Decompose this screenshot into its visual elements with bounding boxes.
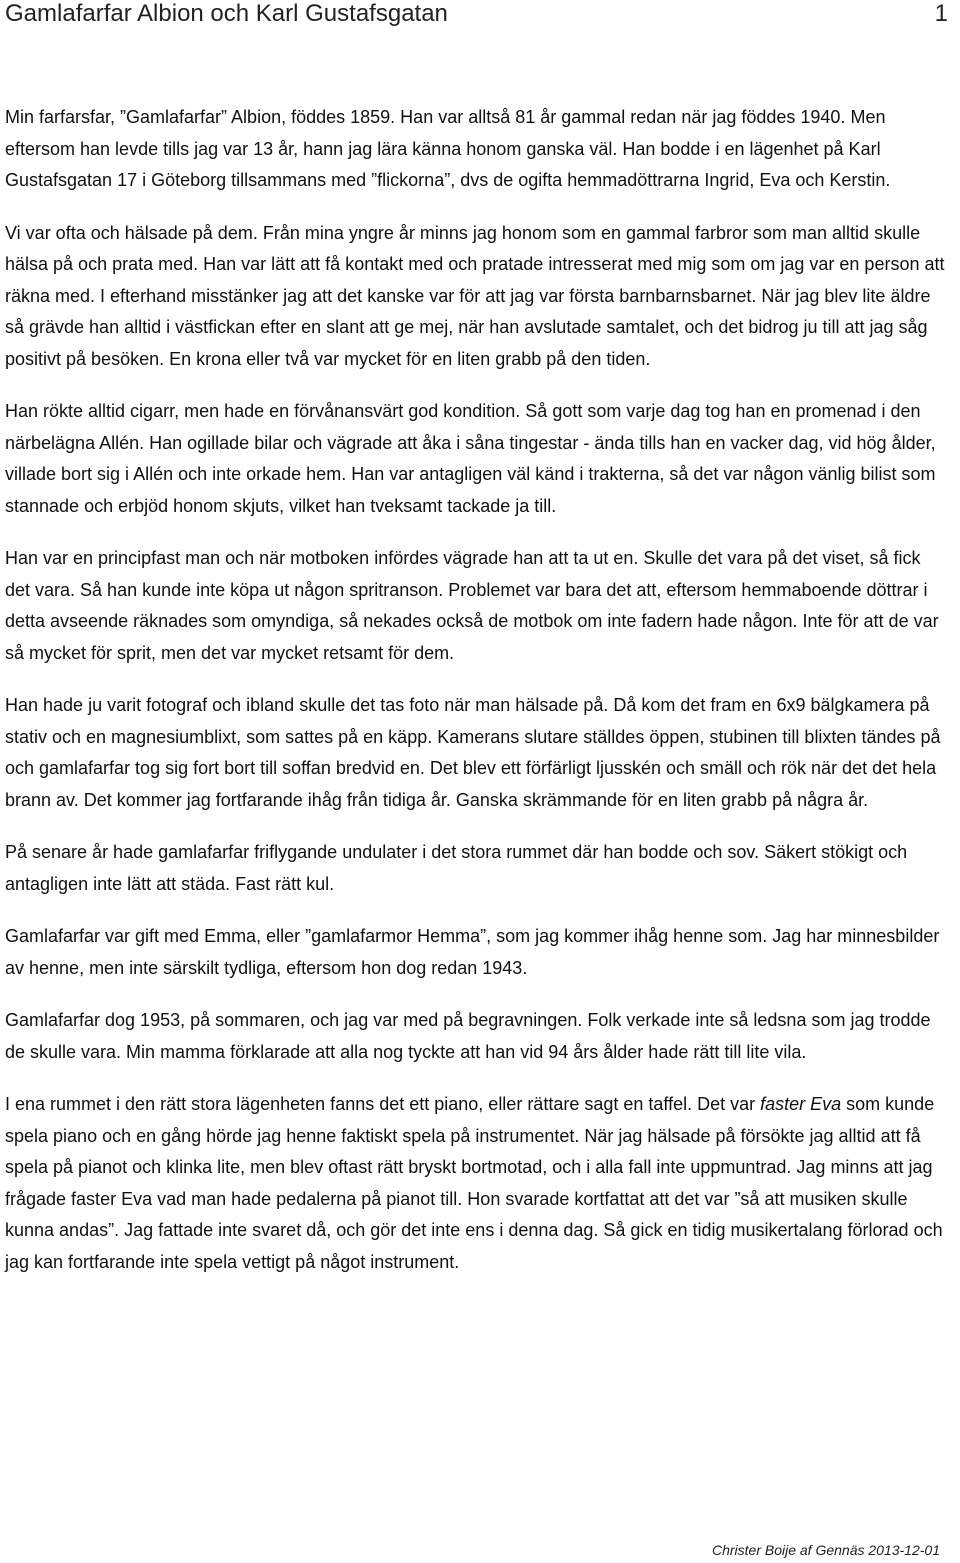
footer-author-date: Christer Boije af Gennäs 2013-12-01 [711,1542,940,1558]
paragraph-8: Gamlafarfar dog 1953, på sommaren, och jag var med på begravningen. Folk verkade inte så ledsna som jag trodde de skulle vara. Min mamma förklarade att alla nog tyckte att han vid 94 års ålder hade rätt till lite vila. [5,1010,931,1062]
paragraph-9-text-start: I ena rummet i den rätt stora lägenheten fanns det ett piano, eller rättare sagt en taffel. Det var [5,1094,761,1114]
paragraph-9-text-end: som kunde spela piano och en gång hörde jag henne faktiskt spela på instrumentet. När jag hälsade på försökte jag alltid att få spela på pianot och klinka lite, men blev oftast rätt bryskt bortmotad, och i alla fall inte uppmuntrad. Jag minns att jag frågade faster Eva vad man hade pedalerna på pianot till. Hon svarade kortfattat att det var ”så att musiken skulle kunna andas”. Jag fattade inte svaret då, och gör det inte ens i denna dag. Så gick en tidig musikertalang förlorad och jag kan fortfarande inte spela vettigt på något instrument. [5,1094,943,1272]
paragraph-4: Han var en principfast man och när motboken infördes vägrade han att ta ut en. Skulle det vara på det viset, så fick det vara. Så han kunde inte köpa ut någon spritranson. Problemet var bara det att, eftersom hemmaboende döttrar i detta avseende räknades som omyndiga, så nekades också de motbok om inte fadern hade någon. Inte för att de var så mycket för sprit, men det var mycket retsamt för dem. [5,548,939,663]
paragraph-3: Han rökte alltid cigarr, men hade en förvånansvärt god kondition. Så gott som varje dag tog han en promenad i den närbelägna Allén. Han ogillade bilar och vägrade att åka i såna tingestar - ända tills han en vacker dag, vid hög ålder, villade bort sig i Allén och inte orkade hem. Han var antagligen väl känd i trakterna, så det var någon vänlig bilist som stannade och erbjöd honom skjuts, vilket han tveksamt tackade ja till. [5,401,936,516]
paragraph-9-italic: faster Eva [760,1094,842,1114]
paragraph-7: Gamlafarfar var gift med Emma, eller ”gamlafarmor Hemma”, som jag kommer ihåg henne som. Jag har minnesbilder av henne, men inte särskilt tydliga, eftersom hon dog redan 1943. [5,926,940,978]
page-header [5,0,948,28]
paragraph-1: Min farfarsfar, ”Gamlafarfar” Albion, föddes 1859. Han var alltså 81 år gammal redan när jag föddes 1940. Men eftersom han levde tills jag var 13 år, hann jag lära känna honom ganska väl. Han bodde i en lägenhet på Karl Gustafsgatan 17 i Göteborg tillsammans med ”flickorna”, dvs de ogifta hemmadöttrarna Ingrid, Eva och Kerstin. [5,107,891,190]
paragraph-6: På senare år hade gamlafarfar friflygande undulater i det stora rummet där han bodde och sov. Säkert stökigt och antagligen inte lätt att städa. Fast rätt kul. [5,842,908,894]
page-number: 1 [934,0,948,27]
document-title: Gamlafarfar Albion och Karl Gustafsgatan [5,0,448,27]
document-body [5,102,945,1299]
paragraph-9 [5,1089,945,1278]
paragraph-2: Vi var ofta och hälsade på dem. Från mina yngre år minns jag honom som en gammal farbror som man alltid skulle hälsa på och prata med. Han var lätt att få kontakt med och pratade intresserat med mig som om jag var en person att räkna med. I efterhand misstänker jag att det kanske var för att jag var första barnbarnsbarnet. När jag blev lite äldre så grävde han alltid i västfickan efter en slant att ge mej, när han avslutade samtalet, och det bidrog ju till att jag såg positivt på besöken. En krona eller två var mycket för en liten grabb på den tiden. [5,222,945,369]
paragraph-5: Han hade ju varit fotograf och ibland skulle det tas foto när man hälsade på. Då kom det fram en 6x9 bälgkamera på stativ och en magnesiumblixt, som sattes på en käpp. Kamerans slutare ställdes öppen, stubinen till blixten tändes på och gamlafarfar tog sig fort bort till soffan bredvid en. Det blev ett förfärligt ljusskén och smäll och rök när det det hela brann av. Det kommer jag fortfarande ihåg från tidiga år. Ganska skrämmande för en liten grabb på några år. [5,695,941,810]
